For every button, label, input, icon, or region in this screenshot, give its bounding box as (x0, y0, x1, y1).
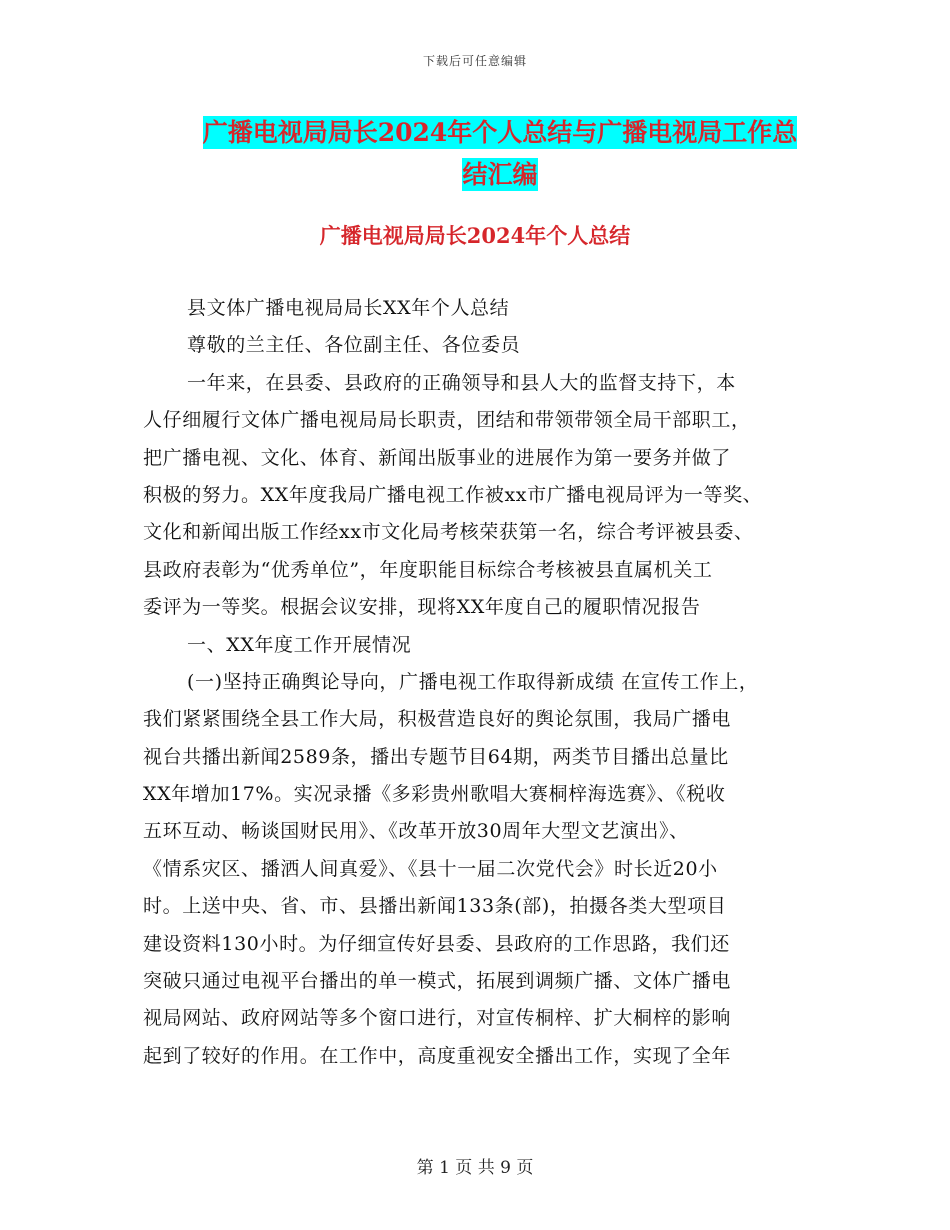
body-line: 一年来，在县委、县政府的正确领导和县人大的监督支持下，本 (187, 371, 736, 394)
body-line: 积极的努力。XX年度我局广播电视工作被xx市广播电视局评为一等奖、 (143, 483, 763, 506)
body-line: 时。上送中央、省、市、县播出新闻133条(部)，拍摄各类大型项目 (143, 895, 727, 918)
body-line: 县文体广播电视局局长XX年个人总结 (187, 297, 510, 319)
document-title-line-2: 结汇编 (462, 160, 538, 189)
body-line: 人仔细履行文体广播电视局局长职责，团结和带领带领全局干部职工， (143, 409, 751, 432)
section-title: 广播电视局局长2024年个人总结 (319, 223, 631, 248)
body-line: 我们紧紧围绕全县工作大局，积极营造良好的舆论氛围，我局广播电 (143, 708, 732, 731)
body-line: 委评为一等奖。根据会议安排，现将XX年度自己的履职情况报告 (143, 596, 701, 619)
body-line: 《情系灾区、播洒人间真爱》、《县十一届二次党代会》时长近20小 (143, 857, 718, 880)
body-line: 视局网站、政府网站等多个窗口进行，对宣传桐梓、扩大桐梓的影响 (143, 1007, 732, 1030)
body-line: 尊敬的兰主任、各位副主任、各位委员 (187, 334, 521, 357)
body-line: 文化和新闻出版工作经xx市文化局考核荣获第一名，综合考评被县委、 (143, 521, 754, 544)
body-line: 县政府表彰为“优秀单位”，年度职能目标综合考核被县直属机关工 (143, 558, 713, 581)
body-line: 起到了较好的作用。在工作中，高度重视安全播出工作，实现了全年 (143, 1044, 732, 1067)
body-line: XX年增加17%。实况录播《多彩贵州歌唱大赛桐梓海选赛》、《税收 (143, 783, 726, 806)
body-line: 视台共播出新闻2589条，播出专题节目64期，两类节目播出总量比 (143, 745, 729, 768)
body-line: 五环互动、畅谈国财民用》、《改革开放30周年大型文艺演出》、 (143, 820, 689, 843)
body-line: 突破只通过电视平台播出的单一模式，拓展到调频广播、文体广播电 (143, 970, 732, 993)
page-footer: 第 1 页 共 9 页 (416, 1158, 534, 1178)
page-header-note: 下载后可任意编辑 (422, 54, 527, 68)
body-line: 把广播电视、文化、体育、新闻出版事业的进展作为第一要务并做了 (143, 446, 732, 469)
body-line: 一、XX年度工作开展情况 (187, 633, 412, 656)
document-title-line-1: 广播电视局局长2024年个人总结与广播电视局工作总 (202, 118, 798, 147)
body-line: 建设资料130小时。为仔细宣传好县委、县政府的工作思路，我们还 (143, 932, 730, 955)
document-title (140, 112, 860, 196)
body-line: (一)坚持正确舆论导向，广播电视工作取得新成绩 在宣传工作上， (187, 670, 759, 693)
body-text (143, 290, 833, 1075)
